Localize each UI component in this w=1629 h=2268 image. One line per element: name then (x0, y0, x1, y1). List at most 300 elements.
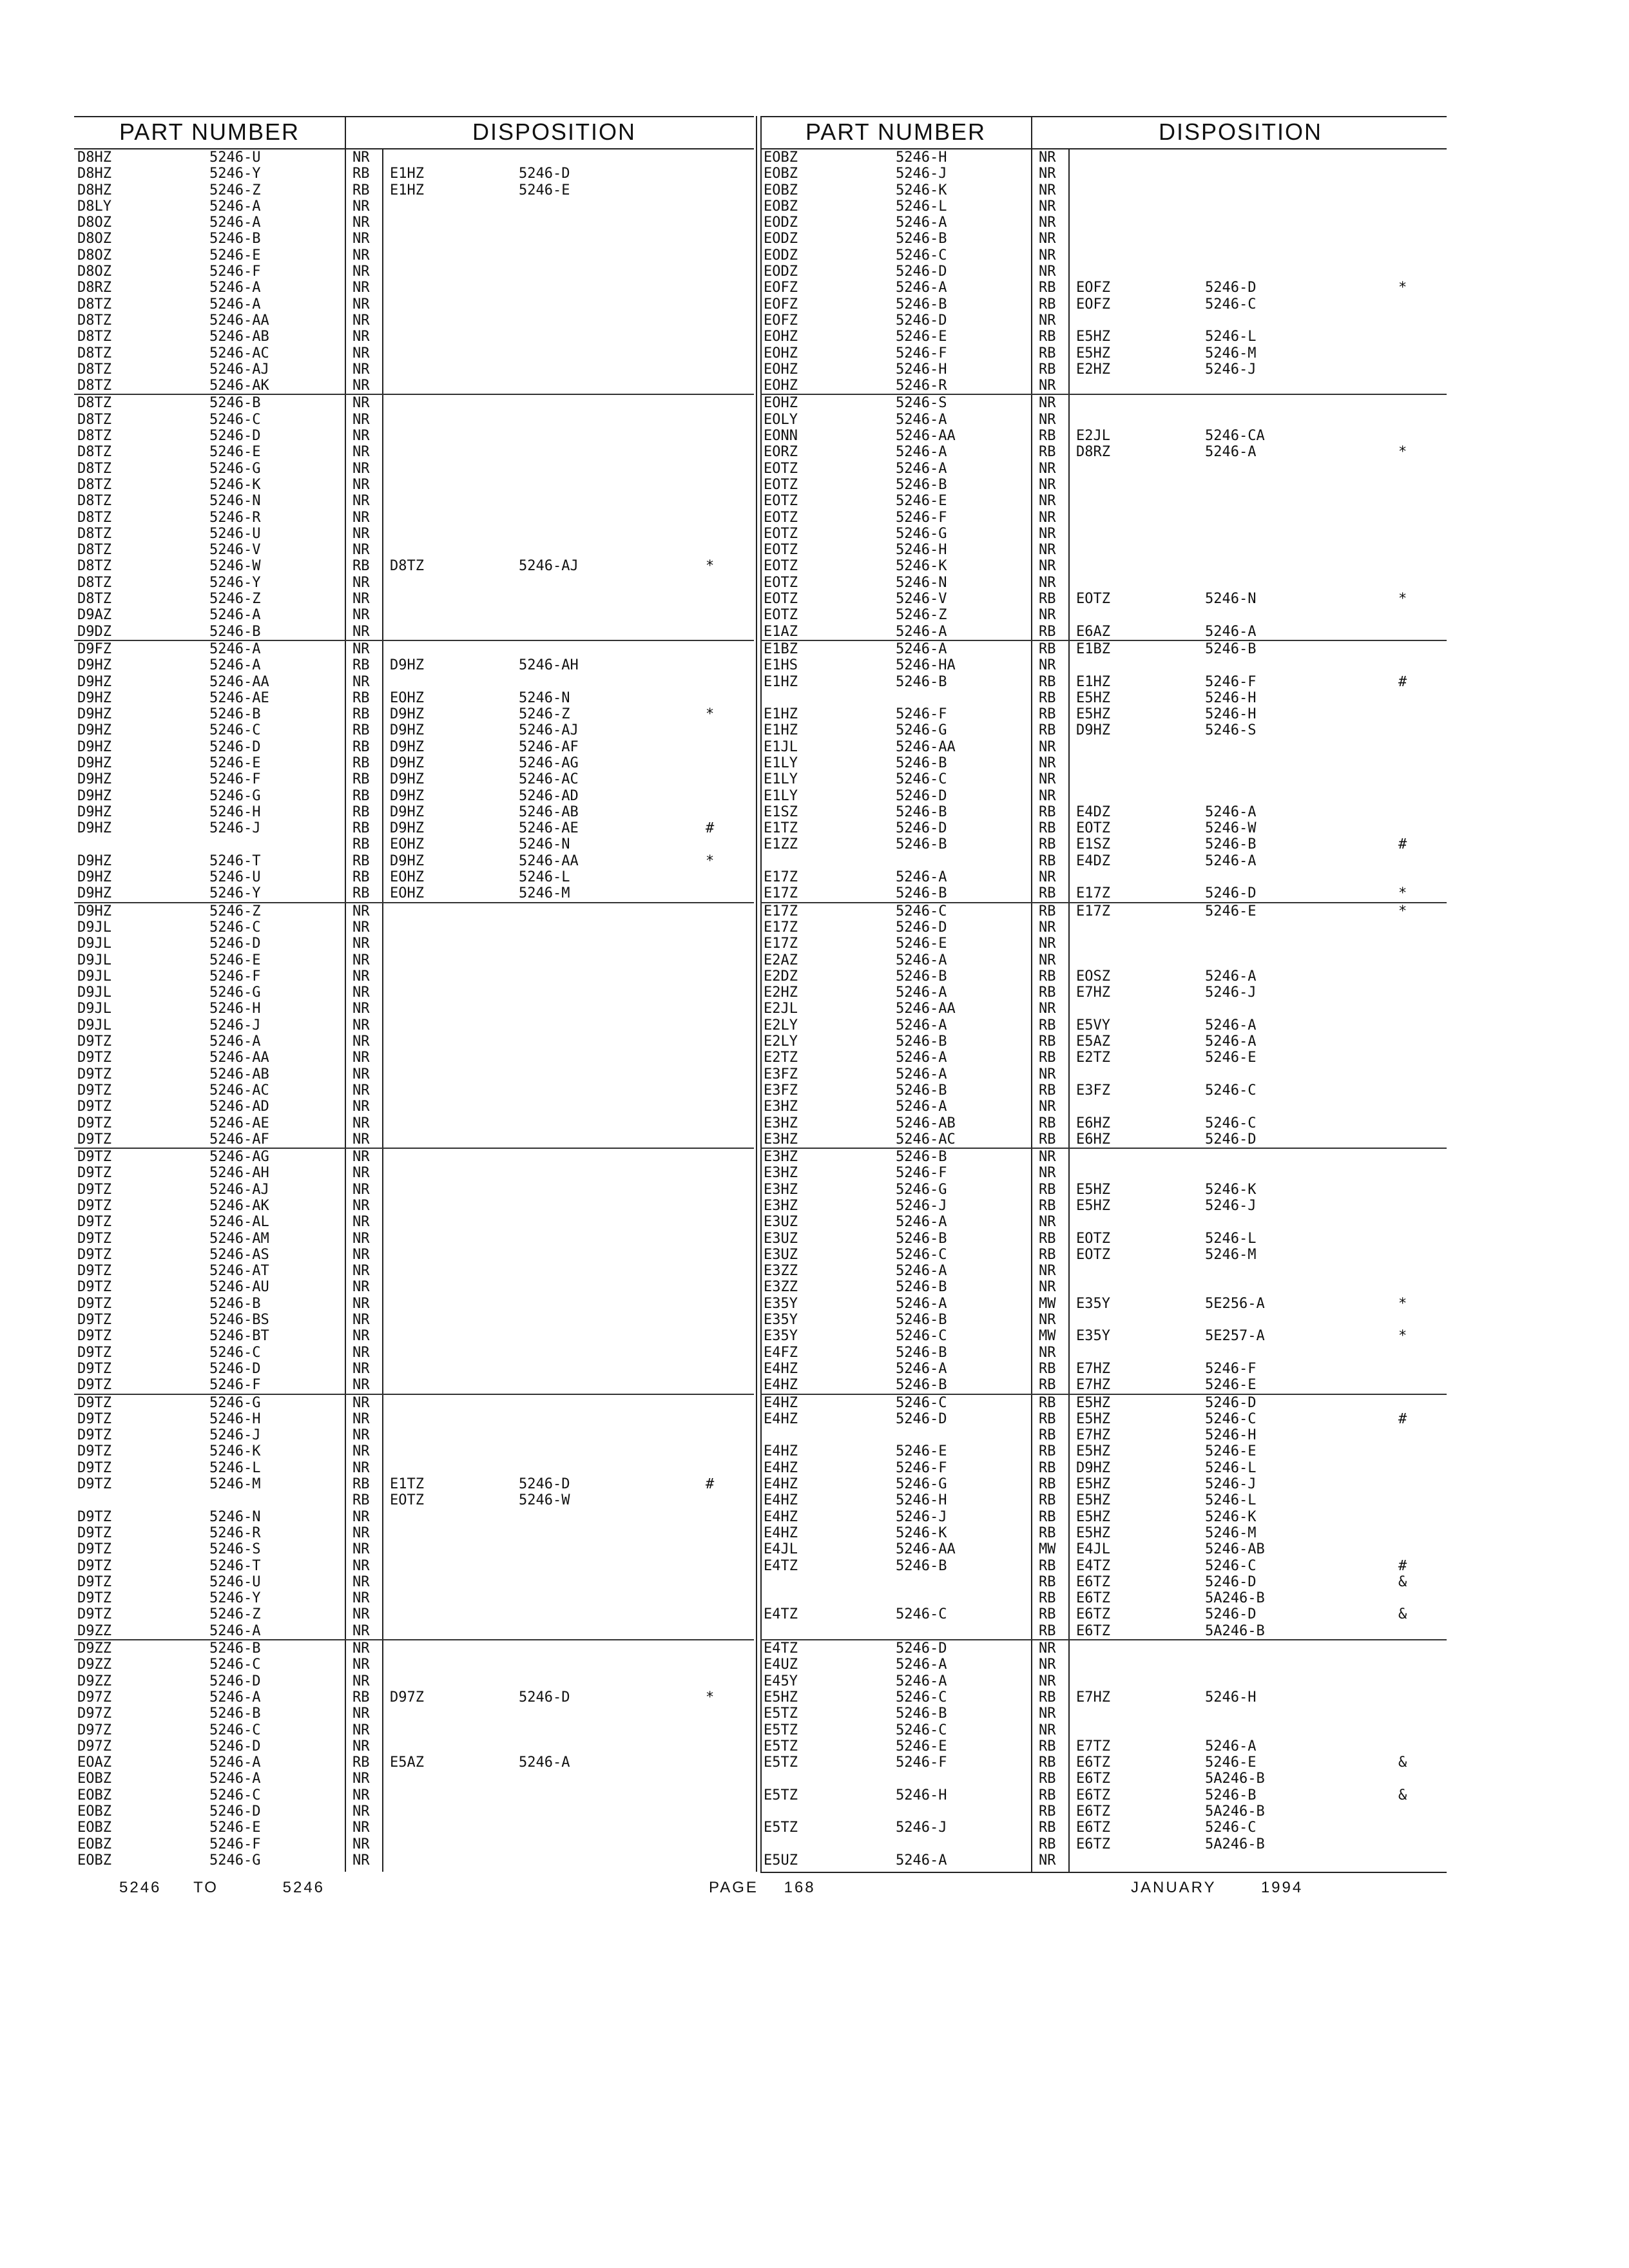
cell-replacement-number: 5246-E (519, 182, 570, 198)
cell-replacement-part: E6TZ (1076, 1787, 1110, 1803)
table-row (74, 1427, 754, 1443)
cell-disposition-code: NR (352, 919, 370, 936)
table-row (74, 1198, 754, 1214)
cell-replacement-number: 5A246-B (1205, 1590, 1265, 1607)
cell-part: EOBZ (77, 1803, 111, 1820)
cell-replacement-number: 5246-D (1205, 280, 1257, 296)
table-row (760, 264, 1447, 280)
cell-replacement-part: E1HZ (390, 166, 424, 182)
cell-number: 5246-A (209, 198, 261, 215)
footer-page (709, 1875, 816, 1901)
table-row (760, 1115, 1447, 1131)
cell-number: 5246-F (209, 264, 261, 280)
cell-number: 5246-Z (209, 591, 261, 608)
cell-part: EODZ (764, 231, 798, 247)
cell-disposition-code: NR (1039, 657, 1056, 674)
cell-number: 5246-A (209, 215, 261, 231)
table-row (74, 869, 754, 885)
cell-disposition-code: NR (352, 1443, 370, 1460)
cell-part: E17Z (764, 869, 798, 886)
cell-replacement-part: EOTZ (1076, 1230, 1110, 1247)
table-row (760, 640, 1447, 657)
cell-replacement-part: E1SZ (1076, 836, 1110, 853)
cell-disposition-code: NR (352, 1001, 370, 1017)
cell-disposition-code: RB (1039, 1820, 1056, 1836)
cell-number: 5246-BT (209, 1328, 269, 1345)
cell-disposition-code: NR (352, 296, 370, 312)
cell-number: 5246-K (896, 558, 947, 575)
table-row (760, 902, 1447, 919)
cell-part: E5TZ (764, 1738, 798, 1754)
cell-part: D9JL (77, 968, 111, 985)
table-row (760, 361, 1447, 378)
table-row (760, 1377, 1447, 1393)
cell-part: D9TZ (77, 1279, 111, 1296)
cell-disposition-code: NR (1039, 247, 1056, 264)
cell-part: EOBZ (764, 182, 798, 198)
cell-number: 5246-A (896, 460, 947, 477)
cell-disposition-code: RB (1039, 985, 1056, 1001)
cell-number: 5246-AA (209, 673, 269, 690)
cell-number: 5246-B (896, 296, 947, 312)
cell-part: D8TZ (77, 574, 111, 591)
table-row (760, 690, 1447, 706)
cell-replacement-part: EOFZ (1076, 280, 1110, 296)
table-row (74, 1345, 754, 1361)
cell-number: 5246-H (209, 1410, 261, 1427)
cell-disposition-code: NR (1039, 1312, 1056, 1329)
table-row (74, 952, 754, 968)
cell-number: 5246-AB (209, 1066, 269, 1082)
cell-part: D9HZ (77, 903, 111, 919)
cell-number: 5246-S (896, 395, 947, 412)
cell-number: 5246-A (209, 607, 261, 624)
cell-part: D9TZ (77, 1082, 111, 1099)
cell-note-mark: * (706, 852, 715, 869)
table-row (74, 624, 754, 640)
cell-replacement-number: 5246-F (1205, 673, 1257, 690)
cell-replacement-number: 5246-AJ (519, 722, 579, 739)
cell-number: 5246-A (896, 869, 947, 886)
cell-number: 5246-J (896, 166, 947, 182)
cell-part: E2DZ (764, 968, 798, 985)
cell-replacement-number: 5246-C (1205, 1820, 1257, 1836)
cell-replacement-part: E1BZ (1076, 640, 1110, 657)
cell-replacement-part: EOTZ (1076, 820, 1110, 837)
table-row (760, 510, 1447, 526)
cell-replacement-part: E5HZ (1076, 1394, 1110, 1411)
cell-disposition-code: RB (1039, 803, 1056, 820)
cell-part: E5UZ (764, 1852, 798, 1869)
cell-part: E2AZ (764, 952, 798, 968)
cell-part: D8TZ (77, 558, 111, 575)
cell-part: D9TZ (77, 1181, 111, 1198)
cell-replacement-number: 5246-N (519, 689, 570, 706)
cell-replacement-number: 5246-W (519, 1492, 570, 1509)
cell-number: 5246-B (896, 1033, 947, 1050)
cell-replacement-number: 5246-D (519, 1689, 570, 1706)
cell-part: D9TZ (77, 1165, 111, 1182)
right-table (760, 116, 1447, 1875)
cell-disposition-code: NR (1039, 542, 1056, 559)
cell-disposition-code: RB (1039, 1246, 1056, 1263)
cell-number: 5246-B (896, 1557, 947, 1574)
cell-part: D9TZ (77, 1246, 111, 1263)
table-row (74, 1836, 754, 1852)
table-row (74, 674, 754, 690)
table-row (760, 215, 1447, 231)
cell-replacement-number: 5246-D (1205, 1573, 1257, 1590)
table-row (74, 1082, 754, 1099)
footer-page-number: 168 (784, 1879, 816, 1896)
cell-disposition-code: NR (352, 231, 370, 247)
cell-disposition-code: MW (1039, 1541, 1056, 1558)
table-row (760, 1131, 1447, 1148)
table-row (74, 1066, 754, 1082)
cell-disposition-code: RB (352, 558, 370, 575)
cell-replacement-part: D9HZ (390, 738, 424, 755)
table-row (74, 510, 754, 526)
cell-replacement-part: E7TZ (1076, 1738, 1110, 1754)
table-row (760, 1394, 1447, 1411)
cell-note-mark: # (1398, 836, 1407, 853)
cell-part: E3UZ (764, 1214, 798, 1231)
cell-disposition-code: NR (1039, 754, 1056, 771)
table-row (74, 247, 754, 264)
table-row (760, 1443, 1447, 1459)
table-row (74, 853, 754, 869)
cell-replacement-part: E5HZ (1076, 1410, 1110, 1427)
cell-replacement-part: D9HZ (1076, 1459, 1110, 1476)
cell-disposition-code: RB (1039, 1476, 1056, 1493)
cell-replacement-number: 5246-E (1205, 903, 1257, 919)
table-row (74, 1017, 754, 1033)
cell-part: D8TZ (77, 395, 111, 412)
table-row (74, 1361, 754, 1377)
cell-replacement-number: 5246-B (1205, 836, 1257, 853)
cell-disposition-code: MW (1039, 1295, 1056, 1312)
cell-replacement-number: 5246-AJ (519, 558, 579, 575)
table-row (74, 985, 754, 1001)
cell-replacement-number: 5246-K (1205, 1181, 1257, 1198)
cell-disposition-code: RB (1039, 673, 1056, 690)
cell-number: 5246-G (209, 1394, 261, 1411)
table-row (74, 1673, 754, 1689)
cell-disposition-code: NR (352, 378, 370, 394)
table-row (760, 1345, 1447, 1361)
cell-number: 5246-AK (209, 1198, 269, 1214)
cell-note-mark: * (1398, 444, 1407, 461)
cell-disposition-code: RB (1039, 1771, 1056, 1787)
table-row (74, 788, 754, 804)
cell-part: D8OZ (77, 247, 111, 264)
cell-number: 5246-Z (896, 607, 947, 624)
cell-number: 5246-C (209, 919, 261, 936)
table-row (760, 1852, 1447, 1869)
cell-replacement-part: D9HZ (390, 787, 424, 804)
cell-replacement-number: 5246-L (1205, 1459, 1257, 1476)
cell-disposition-code: RB (1039, 1082, 1056, 1099)
table-row (74, 542, 754, 558)
cell-number: 5246-G (209, 787, 261, 804)
cell-part: EOBZ (77, 1836, 111, 1852)
cell-replacement-number: 5246-E (1205, 1377, 1257, 1394)
cell-part: D8TZ (77, 428, 111, 445)
cell-number: 5246-A (896, 1295, 947, 1312)
cell-number: 5246-G (896, 722, 947, 739)
cell-disposition-code: RB (1039, 820, 1056, 837)
cell-replacement-number: 5246-J (1205, 1476, 1257, 1493)
cell-replacement-part: E6TZ (1076, 1606, 1110, 1623)
cell-number: 5246-A (896, 280, 947, 296)
cell-disposition-code: RB (1039, 1394, 1056, 1411)
cell-number: 5246-A (896, 1852, 947, 1869)
cell-number: 5246-D (209, 936, 261, 952)
cell-replacement-number: 5246-A (1205, 623, 1257, 640)
cell-disposition-code: NR (352, 149, 370, 166)
cell-replacement-part: EOTZ (1076, 1246, 1110, 1263)
cell-part: E45Y (764, 1673, 798, 1689)
cell-number: 5246-D (896, 820, 947, 837)
cell-part: E4FZ (764, 1344, 798, 1361)
table-row (74, 1279, 754, 1295)
cell-number: 5246-B (209, 395, 261, 412)
cell-replacement-number: 5246-A (1205, 1033, 1257, 1050)
cell-part: EOTZ (764, 607, 798, 624)
cell-part: D9DZ (77, 623, 111, 640)
cell-replacement-part: E5HZ (1076, 1476, 1110, 1493)
cell-number: 5246-A (209, 1754, 261, 1771)
table-row (74, 575, 754, 591)
cell-part: E2LY (764, 1033, 798, 1050)
cell-disposition-code: RB (1039, 1459, 1056, 1476)
cell-number: 5246-G (209, 1852, 261, 1869)
right-header-part-number: PART NUMBER (805, 119, 987, 145)
cell-replacement-part: E5HZ (1076, 1443, 1110, 1460)
cell-part: D9TZ (77, 1312, 111, 1329)
cell-part: E35Y (764, 1295, 798, 1312)
cell-number: 5246-E (209, 444, 261, 461)
cell-part: D9JL (77, 985, 111, 1001)
cell-disposition-code: NR (352, 411, 370, 428)
cell-replacement-number: 5246-F (1205, 1360, 1257, 1377)
cell-part: D8TZ (77, 460, 111, 477)
cell-number: 5246-J (209, 1017, 261, 1033)
cell-disposition-code: NR (1039, 936, 1056, 952)
cell-number: 5246-AH (209, 1165, 269, 1182)
cell-disposition-code: NR (1039, 476, 1056, 493)
cell-part: D9TZ (77, 1198, 111, 1214)
cell-note-mark: & (1398, 1754, 1407, 1771)
cell-part: E4HZ (764, 1394, 798, 1411)
cell-part: D9TZ (77, 1524, 111, 1541)
cell-disposition-code: NR (352, 1657, 370, 1673)
table-row (760, 247, 1447, 264)
cell-number: 5246-D (209, 1738, 261, 1754)
table-row (74, 1182, 754, 1198)
table-row (760, 1492, 1447, 1508)
table-row (760, 853, 1447, 869)
cell-number: 5246-E (209, 247, 261, 264)
cell-disposition-code: NR (352, 1394, 370, 1411)
table-row (760, 1722, 1447, 1738)
cell-number: 5246-V (209, 542, 261, 559)
cell-replacement-number: 5246-D (1205, 1394, 1257, 1411)
cell-replacement-part: E5HZ (1076, 1508, 1110, 1525)
table-row (74, 1231, 754, 1247)
table-row (760, 1082, 1447, 1099)
cell-number: 5246-B (896, 1706, 947, 1722)
cell-replacement-part: E1HZ (1076, 673, 1110, 690)
cell-replacement-part: E6TZ (1076, 1771, 1110, 1787)
cell-replacement-part: E7HZ (1076, 1427, 1110, 1444)
cell-disposition-code: RB (352, 1476, 370, 1493)
cell-disposition-code: NR (1039, 574, 1056, 591)
cell-replacement-number: 5A246-B (1205, 1622, 1265, 1639)
cell-disposition-code: RB (1039, 280, 1056, 296)
cell-replacement-part: E17Z (1076, 903, 1110, 919)
table-row (74, 722, 754, 738)
cell-number: 5246-N (896, 574, 947, 591)
cell-number: 5246-D (209, 428, 261, 445)
cell-number: 5246-T (209, 1557, 261, 1574)
cell-replacement-part: E5AZ (390, 1754, 424, 1771)
cell-disposition-code: NR (352, 1541, 370, 1558)
cell-replacement-part: D9HZ (390, 657, 424, 674)
cell-part: E2LY (764, 1017, 798, 1033)
table-row (74, 771, 754, 787)
right-header-disposition: DISPOSITION (1158, 119, 1323, 145)
cell-replacement-number: 5246-A (1205, 444, 1257, 461)
cell-part: D9HZ (77, 787, 111, 804)
cell-disposition-code: NR (352, 952, 370, 968)
cell-disposition-code: NR (1039, 1214, 1056, 1231)
table-row (760, 1509, 1447, 1525)
cell-part: D8TZ (77, 345, 111, 361)
cell-part: E1TZ (764, 820, 798, 837)
cell-number: 5246-N (209, 493, 261, 510)
cell-number: 5246-AF (209, 1131, 269, 1148)
cell-disposition-code: RB (1039, 1198, 1056, 1214)
cell-part: E2JL (764, 1001, 798, 1017)
cell-part: D9HZ (77, 771, 111, 788)
cell-disposition-code: RB (1039, 591, 1056, 608)
cell-replacement-part: E3FZ (1076, 1082, 1110, 1099)
cell-disposition-code: RB (1039, 1738, 1056, 1754)
cell-disposition-code: NR (352, 1328, 370, 1345)
cell-part: E4HZ (764, 1459, 798, 1476)
cell-disposition-code: NR (1039, 1852, 1056, 1869)
cell-number: 5246-H (896, 361, 947, 378)
cell-part: EOFZ (764, 312, 798, 329)
table-row (760, 919, 1447, 936)
cell-replacement-part: E1TZ (390, 1476, 424, 1493)
cell-disposition-code: RB (1039, 1017, 1056, 1033)
cell-part: D9TZ (77, 1099, 111, 1115)
table-row (760, 1231, 1447, 1247)
table-row (760, 1820, 1447, 1836)
cell-number: 5246-A (896, 1050, 947, 1066)
cell-disposition-code: NR (352, 1149, 370, 1166)
cell-part: D9TZ (77, 1459, 111, 1476)
cell-disposition-code: RB (1039, 852, 1056, 869)
cell-number: 5246-E (209, 754, 261, 771)
cell-number: 5246-V (896, 591, 947, 608)
cell-number: 5246-AK (209, 378, 269, 394)
cell-replacement-part: E5HZ (1076, 1524, 1110, 1541)
cell-replacement-part: E7HZ (1076, 985, 1110, 1001)
cell-disposition-code: NR (1039, 460, 1056, 477)
table-row (74, 1263, 754, 1279)
cell-disposition-code: RB (1039, 444, 1056, 461)
cell-replacement-number: 5246-D (519, 166, 570, 182)
cell-disposition-code: NR (352, 1852, 370, 1869)
cell-part: E2HZ (764, 985, 798, 1001)
cell-part: D9FZ (77, 640, 111, 657)
cell-disposition-code: NR (1039, 738, 1056, 755)
cell-disposition-code: NR (1039, 869, 1056, 886)
table-row (74, 461, 754, 477)
cell-number: 5246-F (209, 968, 261, 985)
cell-part: D9HZ (77, 689, 111, 706)
cell-replacement-part: EOSZ (1076, 968, 1110, 985)
cell-part: E3FZ (764, 1066, 798, 1082)
table-row (74, 804, 754, 820)
table-row (760, 444, 1447, 460)
table-row (74, 1590, 754, 1606)
cell-part: D9TZ (77, 1573, 111, 1590)
cell-disposition-code: RB (352, 166, 370, 182)
cell-part: D8OZ (77, 264, 111, 280)
cell-disposition-code: NR (352, 1131, 370, 1148)
table-row (760, 1001, 1447, 1017)
cell-part: E1LY (764, 771, 798, 788)
cell-number: 5246-A (896, 1066, 947, 1082)
right-rows (760, 149, 1447, 1869)
cell-replacement-number: 5246-B (1205, 640, 1257, 657)
cell-number: 5246-K (896, 182, 947, 198)
table-row (760, 1574, 1447, 1590)
cell-number: 5246-E (896, 1443, 947, 1460)
cell-replacement-part: E7HZ (1076, 1377, 1110, 1394)
cell-part: E35Y (764, 1328, 798, 1345)
cell-replacement-part: E5AZ (1076, 1033, 1110, 1050)
cell-replacement-part: D97Z (390, 1689, 424, 1706)
cell-number: 5246-C (209, 1344, 261, 1361)
cell-number: 5246-AE (209, 689, 269, 706)
table-row (760, 428, 1447, 444)
cell-disposition-code: RB (1039, 1410, 1056, 1427)
cell-part: EOBZ (77, 1771, 111, 1787)
cell-number: 5246-N (209, 1508, 261, 1525)
cell-replacement-number: 5246-D (1205, 1606, 1257, 1623)
cell-disposition-code: NR (352, 1508, 370, 1525)
cell-note-mark: # (706, 820, 715, 837)
cell-disposition-code: RB (1039, 1050, 1056, 1066)
cell-part: D8TZ (77, 476, 111, 493)
cell-disposition-code: NR (352, 329, 370, 345)
cell-disposition-code: RB (1039, 1508, 1056, 1525)
cell-number: 5246-B (896, 231, 947, 247)
cell-part: E1HZ (764, 673, 798, 690)
cell-replacement-part: D9HZ (390, 820, 424, 837)
cell-disposition-code: NR (1039, 182, 1056, 198)
cell-replacement-number: 5246-Z (519, 706, 570, 723)
cell-disposition-code: RB (1039, 623, 1056, 640)
cell-disposition-code: NR (1039, 215, 1056, 231)
cell-part: D8OZ (77, 231, 111, 247)
cell-number: 5246-D (896, 787, 947, 804)
